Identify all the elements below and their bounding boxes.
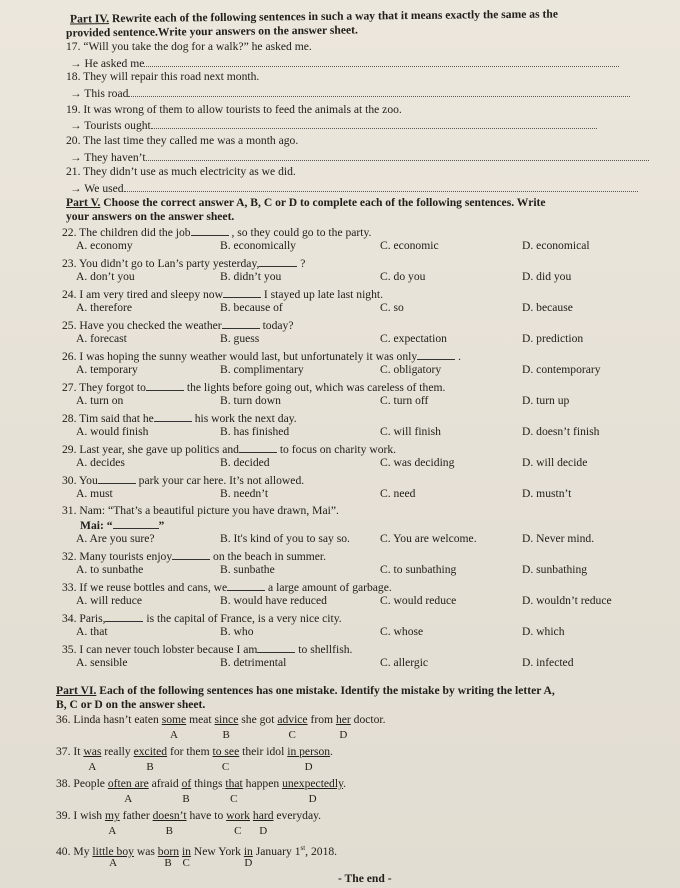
answer-option[interactable]: D. economical bbox=[522, 239, 590, 252]
option-letter[interactable]: D bbox=[259, 825, 268, 837]
underlined-part: hard bbox=[252, 809, 274, 822]
part5-header bbox=[66, 196, 546, 210]
mc-question bbox=[62, 225, 371, 240]
rewrite-prompt: → We used bbox=[70, 182, 124, 195]
mc-question-text: on the beach in summer. bbox=[210, 550, 327, 563]
mc-question-text: 25. Have you checked the weather bbox=[62, 319, 222, 332]
sentence-text: 39. I wish bbox=[56, 809, 105, 822]
answer-line[interactable] bbox=[128, 86, 630, 97]
answer-option[interactable]: D. which bbox=[522, 625, 565, 638]
mc-question-text: today? bbox=[259, 319, 294, 332]
sentence-text: . bbox=[343, 777, 347, 790]
sentence-text: meat bbox=[186, 713, 215, 726]
ordinal-suffix: st bbox=[300, 844, 306, 852]
answer-option[interactable]: A. therefore bbox=[76, 301, 133, 314]
option-letter[interactable]: C bbox=[288, 729, 296, 741]
answer-blank[interactable] bbox=[223, 287, 261, 298]
sentence-text: doctor. bbox=[350, 713, 386, 726]
mc-question bbox=[62, 611, 342, 626]
answer-option[interactable]: C. allergic bbox=[380, 656, 429, 669]
mc-question-text: 31. Nam: “That’s a beautiful picture you have drawn, Mai”. bbox=[62, 504, 339, 517]
answer-option[interactable]: A. sensible bbox=[76, 656, 128, 669]
answer-option[interactable]: C. You are welcome. bbox=[380, 532, 477, 545]
sentence-text: was bbox=[133, 844, 158, 858]
option-letter[interactable]: B bbox=[182, 793, 190, 805]
answer-blank[interactable] bbox=[154, 411, 192, 422]
mc-question bbox=[62, 287, 383, 302]
part5-instruction-line2: your answers on the answer sheet. bbox=[66, 210, 235, 223]
answer-option[interactable]: A. will reduce bbox=[76, 594, 142, 607]
option-letter[interactable]: A bbox=[169, 729, 178, 741]
rewrite-answer bbox=[70, 86, 630, 101]
answer-blank[interactable] bbox=[191, 225, 229, 236]
underlined-part: in person bbox=[287, 745, 331, 758]
option-letter[interactable]: A bbox=[108, 825, 117, 837]
underlined-part: excited bbox=[133, 745, 168, 758]
mc-question bbox=[62, 349, 461, 364]
answer-option[interactable]: A. temporary bbox=[76, 363, 138, 376]
answer-option[interactable]: D. prediction bbox=[522, 332, 584, 345]
answer-option[interactable]: D. contemporary bbox=[522, 363, 601, 376]
rewrite-question: 18. They will repair this road next month. bbox=[66, 70, 260, 83]
answer-option[interactable]: A. economy bbox=[76, 239, 133, 252]
rewrite-answer bbox=[70, 118, 597, 133]
answer-option[interactable]: A. must bbox=[76, 487, 113, 500]
option-letter[interactable]: B bbox=[222, 729, 230, 741]
sentence-text: their idol bbox=[239, 745, 288, 758]
answer-option[interactable]: D. sunbathing bbox=[522, 563, 588, 576]
answer-blank[interactable] bbox=[222, 318, 260, 329]
sentence-text: 37. It bbox=[56, 745, 84, 758]
answer-option[interactable]: D. Never mind. bbox=[522, 532, 595, 545]
sentence-text: New York bbox=[190, 844, 244, 858]
answer-option[interactable]: C. whose bbox=[380, 625, 424, 638]
mc-question-text: 23. You didn’t go to Lan’s party yesterday, bbox=[62, 257, 260, 270]
answer-option[interactable]: B. It's kind of you to say so. bbox=[220, 532, 350, 545]
answer-blank[interactable] bbox=[98, 473, 136, 484]
mc-question-text: 35. I can never touch lobster because I am bbox=[62, 643, 258, 656]
answer-option[interactable]: D. infected bbox=[522, 656, 574, 669]
mc-question-text: I stayed up late last night. bbox=[260, 288, 384, 301]
rewrite-answer bbox=[70, 181, 638, 196]
sentence-text: have to bbox=[186, 809, 227, 822]
answer-option[interactable]: A. that bbox=[76, 625, 108, 638]
mc-question-text: 33. If we reuse bottles and cans, we bbox=[62, 581, 228, 594]
sentence-text: happen bbox=[242, 777, 283, 790]
answer-option[interactable]: C. so bbox=[380, 301, 404, 314]
mc-question-text: 27. They forgot to bbox=[62, 381, 146, 394]
underlined-part: of bbox=[181, 777, 192, 790]
option-letter[interactable]: D bbox=[308, 793, 317, 805]
mc-question-text: 24. I am very tired and sleepy now bbox=[62, 288, 223, 301]
error-sentence bbox=[56, 713, 386, 727]
answer-option[interactable]: D. because bbox=[522, 301, 573, 314]
error-sentence bbox=[56, 777, 346, 791]
rewrite-answer bbox=[70, 56, 619, 71]
part6-header bbox=[56, 684, 555, 698]
mc-question-text: . bbox=[455, 350, 461, 363]
answer-option[interactable]: C. will finish bbox=[380, 425, 441, 438]
mc-question bbox=[62, 473, 304, 488]
mc-question bbox=[62, 442, 396, 457]
sentence-text: everyday. bbox=[273, 809, 322, 822]
answer-option[interactable]: D. did you bbox=[522, 270, 572, 283]
option-letter[interactable]: B bbox=[146, 761, 154, 773]
option-letter[interactable]: C bbox=[182, 857, 190, 869]
answer-option[interactable]: C. need bbox=[380, 487, 416, 500]
answer-option[interactable]: B. turn down bbox=[220, 394, 281, 407]
underlined-part: to see bbox=[212, 745, 240, 758]
answer-option[interactable]: C. expectation bbox=[380, 332, 447, 345]
answer-option[interactable]: A. decides bbox=[76, 456, 125, 469]
answer-option[interactable]: C. turn off bbox=[380, 394, 429, 407]
answer-option[interactable]: B. didn’t you bbox=[220, 270, 282, 283]
option-letter[interactable]: D bbox=[304, 761, 313, 773]
option-letter[interactable]: C bbox=[234, 825, 242, 837]
underlined-part: was bbox=[83, 745, 102, 758]
answer-blank[interactable] bbox=[146, 380, 184, 391]
part4-instruction: Rewrite each of the following sentences in such a way that it means exactly the same as the bbox=[109, 7, 559, 26]
rewrite-prompt: → They haven’t bbox=[70, 151, 146, 164]
rewrite-question: 17. “Will you take the dog for a walk?” he asked me. bbox=[66, 40, 312, 53]
answer-option[interactable]: B. sunbathe bbox=[220, 563, 275, 576]
option-letter[interactable]: C bbox=[221, 761, 230, 773]
end-label: - The end - bbox=[338, 872, 392, 885]
mc-question-text: a large amount of garbage. bbox=[265, 581, 392, 594]
answer-option[interactable]: D. mustn’t bbox=[522, 487, 572, 500]
answer-option[interactable]: C. was deciding bbox=[380, 456, 455, 469]
answer-option[interactable]: C. economic bbox=[380, 239, 439, 252]
underlined-part: work bbox=[226, 809, 250, 822]
answer-option[interactable]: D. turn up bbox=[522, 394, 570, 407]
sentence-text: things bbox=[191, 777, 226, 790]
error-sentence bbox=[56, 809, 321, 823]
mc-question-text: to shellfish. bbox=[295, 643, 353, 656]
answer-option[interactable]: D. wouldn’t reduce bbox=[522, 594, 612, 607]
underlined-part: little boy bbox=[92, 844, 134, 858]
answer-option[interactable]: B. decided bbox=[220, 456, 270, 469]
answer-option[interactable]: B. would have reduced bbox=[220, 594, 327, 607]
option-letter[interactable]: A bbox=[88, 761, 97, 773]
rewrite-question: 20. The last time they called me was a month ago. bbox=[66, 134, 299, 147]
mc-question bbox=[62, 642, 352, 657]
mc-question-text: is the capital of France, is a very nice city. bbox=[143, 612, 342, 625]
option-letter[interactable]: C bbox=[230, 793, 238, 805]
answer-option[interactable]: C. obligatory bbox=[380, 363, 442, 376]
part6-title: Part VI. bbox=[56, 684, 97, 697]
error-sentence bbox=[56, 841, 337, 859]
mc-question-text: 26. I was hoping the sunny weather would last, but unfortunately it was only bbox=[62, 350, 418, 363]
underlined-part: in bbox=[243, 844, 253, 858]
answer-option[interactable]: B. detrimental bbox=[220, 656, 287, 669]
option-letter[interactable]: D bbox=[244, 857, 253, 869]
sentence-text: from bbox=[307, 713, 336, 726]
sentence-text: 36. Linda hasn’t eaten bbox=[56, 713, 162, 726]
mc-question bbox=[62, 580, 392, 595]
sentence-text: afraid bbox=[148, 777, 182, 790]
option-letter[interactable]: A bbox=[109, 857, 118, 869]
mc-question bbox=[62, 318, 293, 333]
mc-question-text: 28. Tim said that he bbox=[62, 412, 154, 425]
mc-question-text: 22. The children did the job bbox=[62, 226, 191, 239]
sentence-text: 40. My bbox=[56, 844, 93, 858]
rewrite-question: 19. It was wrong of them to allow tourists to feed the animals at the zoo. bbox=[66, 103, 402, 116]
part5-instruction: Choose the correct answer A, B, C or D to complete each of the following sentences. Write bbox=[100, 196, 546, 209]
rewrite-question: 21. They didn’t use as much electricity as we did. bbox=[66, 165, 296, 178]
answer-option[interactable]: A. would finish bbox=[76, 425, 149, 438]
underlined-part: my bbox=[104, 809, 120, 822]
underlined-part: some bbox=[161, 713, 187, 726]
option-letter[interactable]: A bbox=[124, 793, 133, 805]
answer-option[interactable]: C. would reduce bbox=[380, 594, 457, 607]
mc-question-text: 30. You bbox=[62, 474, 98, 487]
answer-blank[interactable] bbox=[417, 349, 455, 360]
mc-question-text: 29. Last year, she gave up politics and bbox=[62, 443, 239, 456]
dialogue-speaker: Mai: “ bbox=[80, 519, 113, 532]
answer-option[interactable]: C. do you bbox=[380, 270, 426, 283]
option-letter[interactable]: B bbox=[164, 857, 172, 869]
answer-option[interactable]: A. forecast bbox=[76, 332, 127, 345]
mc-question bbox=[62, 504, 339, 518]
answer-blank[interactable] bbox=[257, 642, 295, 653]
underlined-part: born bbox=[157, 844, 180, 858]
rewrite-prompt: → This road bbox=[70, 87, 129, 100]
answer-option[interactable]: A. turn on bbox=[76, 394, 124, 407]
answer-option[interactable]: A. Are you sure? bbox=[76, 532, 155, 545]
rewrite-answer bbox=[70, 150, 649, 165]
part5-title: Part V. bbox=[66, 196, 101, 209]
mc-question-text: the lights before going out, which was careless of them. bbox=[183, 381, 446, 394]
mc-question bbox=[62, 549, 326, 564]
answer-option[interactable]: D. doesn’t finish bbox=[522, 425, 600, 438]
answer-option[interactable]: A. to sunbathe bbox=[76, 563, 144, 576]
answer-line[interactable] bbox=[124, 181, 638, 192]
sentence-text: really bbox=[101, 745, 134, 758]
rewrite-prompt: → He asked me bbox=[70, 57, 145, 70]
answer-option[interactable]: B. needn’t bbox=[220, 487, 269, 500]
answer-blank[interactable] bbox=[105, 611, 143, 622]
dialogue-close: ” bbox=[158, 519, 165, 532]
mc-question-text: his work the next day. bbox=[191, 412, 297, 425]
sentence-text: 38. People bbox=[56, 777, 108, 790]
dialogue-reply bbox=[80, 518, 164, 533]
answer-option[interactable]: C. to sunbathing bbox=[380, 563, 457, 576]
answer-line[interactable] bbox=[151, 118, 597, 129]
mc-question-text: 32. Many tourists enjoy bbox=[62, 550, 173, 563]
mc-question-text: to focus on charity work. bbox=[276, 443, 397, 456]
sentence-text: she got bbox=[238, 713, 278, 726]
underlined-part: unexpectedly bbox=[282, 777, 344, 790]
answer-line[interactable] bbox=[146, 150, 649, 161]
underlined-part: doesn’t bbox=[152, 809, 187, 822]
option-letter[interactable]: D bbox=[339, 729, 348, 741]
mc-question-text: , so they could go to the party. bbox=[228, 226, 372, 239]
underlined-part: advice bbox=[277, 713, 308, 726]
answer-line[interactable] bbox=[144, 56, 618, 67]
part4-instruction-line2: provided sentence.Write your answers on the answer sheet. bbox=[65, 23, 358, 40]
underlined-part: often are bbox=[107, 777, 149, 790]
option-letter[interactable]: B bbox=[165, 825, 173, 837]
answer-blank[interactable] bbox=[259, 256, 297, 267]
mc-question bbox=[62, 256, 305, 271]
answer-option[interactable]: A. don’t you bbox=[76, 270, 135, 283]
answer-option[interactable]: B. has finished bbox=[220, 425, 290, 438]
sentence-text: . bbox=[330, 745, 333, 758]
mc-question-text: park your car here. It’s not allowed. bbox=[135, 474, 305, 487]
mc-question-text: 34. Paris, bbox=[62, 612, 106, 625]
mc-question bbox=[62, 380, 445, 395]
sentence-text: for them bbox=[167, 745, 213, 758]
mc-question-text: ? bbox=[297, 257, 306, 270]
underlined-part: since bbox=[214, 713, 239, 726]
underlined-part: in bbox=[181, 844, 191, 858]
answer-blank[interactable] bbox=[239, 442, 277, 453]
answer-blank[interactable] bbox=[172, 549, 210, 560]
part6-instruction: Each of the following sentences has one mistake. Identify the mistake by writing the letter A, bbox=[96, 684, 555, 697]
mc-question bbox=[62, 411, 297, 426]
rewrite-prompt: → Tourists ought bbox=[70, 119, 151, 132]
answer-option[interactable]: D. will decide bbox=[522, 456, 588, 469]
answer-blank[interactable] bbox=[113, 518, 159, 529]
answer-option[interactable]: B. because of bbox=[220, 301, 283, 314]
part4-title: Part IV. bbox=[69, 12, 110, 26]
error-sentence bbox=[56, 745, 333, 759]
answer-option[interactable]: B. who bbox=[220, 625, 254, 638]
answer-option[interactable]: B. guess bbox=[220, 332, 260, 345]
sentence-text: January 1 bbox=[252, 844, 301, 858]
answer-option[interactable]: B. complimentary bbox=[220, 363, 304, 376]
answer-blank[interactable] bbox=[227, 580, 265, 591]
underlined-part: that bbox=[225, 777, 243, 790]
answer-option[interactable]: B. economically bbox=[220, 239, 296, 252]
part6-instruction-line2: B, C or D on the answer sheet. bbox=[56, 698, 206, 711]
sentence-text: , 2018. bbox=[305, 844, 338, 858]
underlined-part: her bbox=[335, 713, 351, 726]
sentence-text: father bbox=[119, 809, 153, 822]
